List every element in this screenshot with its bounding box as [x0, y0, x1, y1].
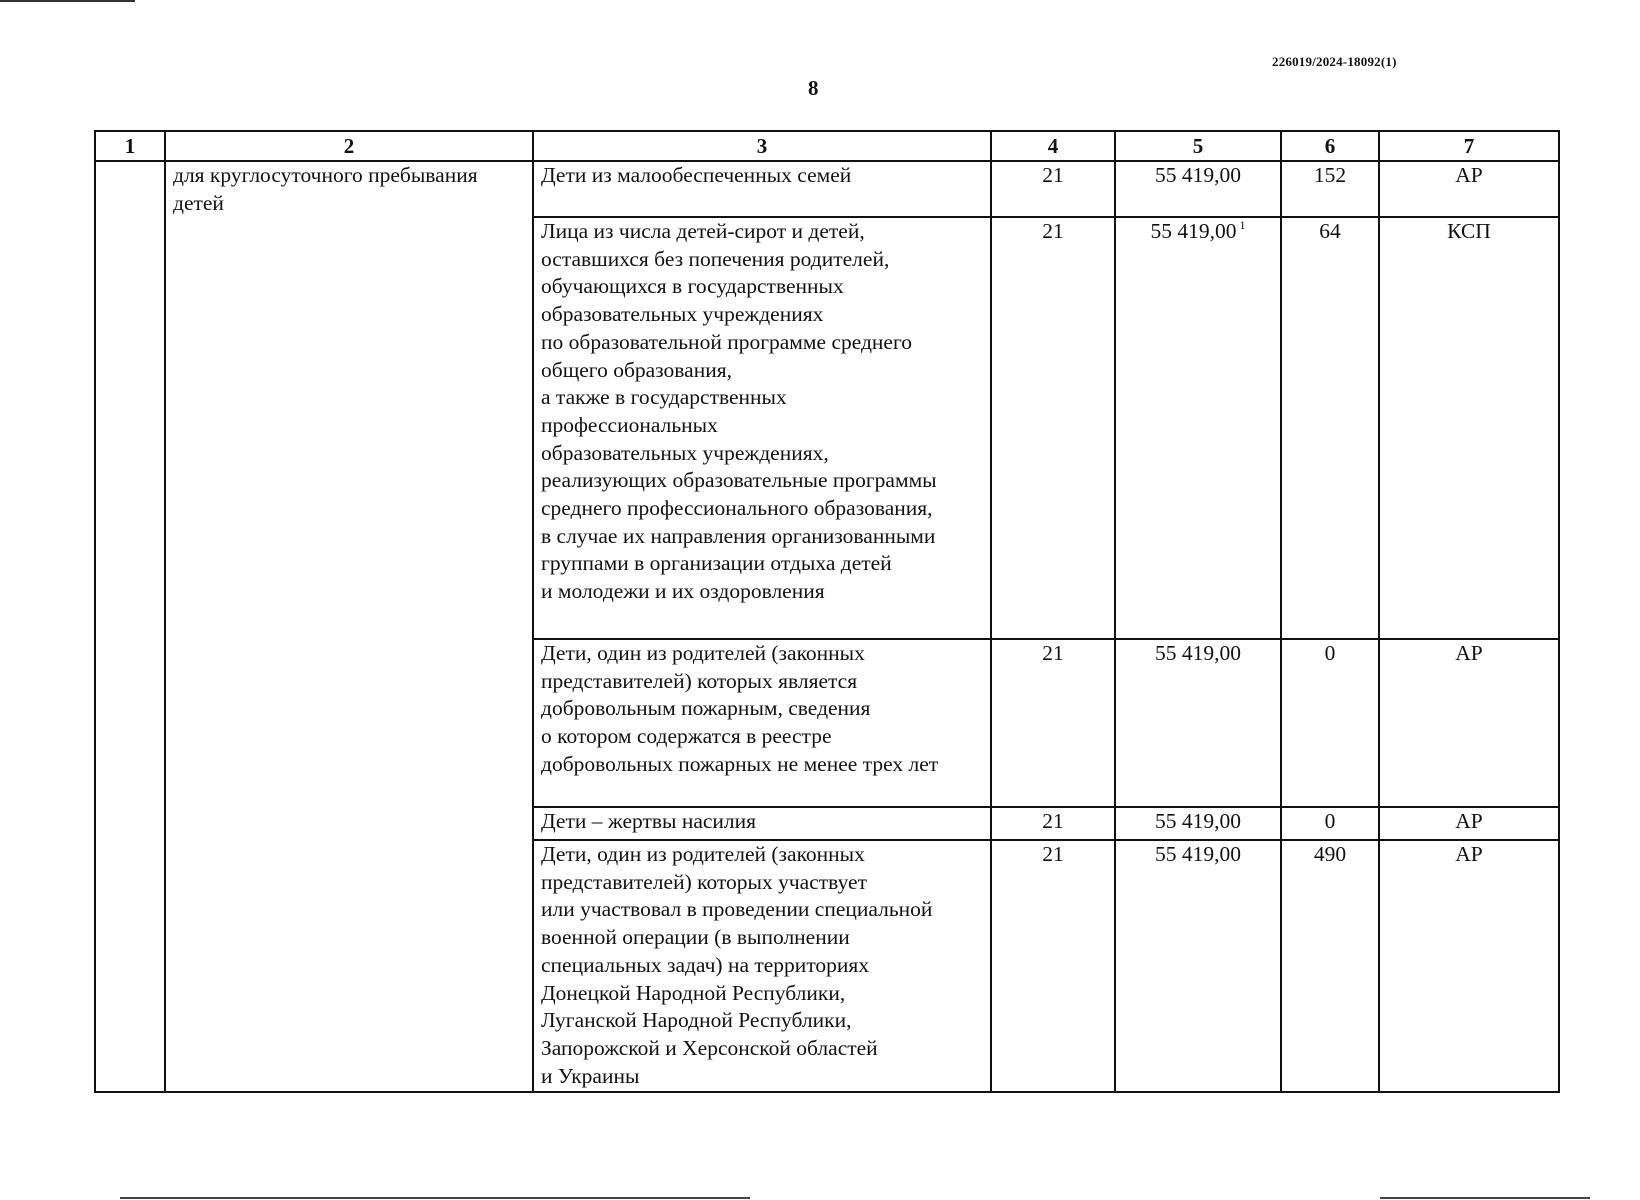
header-col-1: 1	[95, 131, 165, 161]
header-col-6: 6	[1281, 131, 1379, 161]
quantity-cell: 0	[1281, 639, 1379, 807]
page-number: 8	[808, 76, 819, 100]
category-text: Дети, один из родителей (законных представителей) которых участвует или участвовал в проведении специальной военной операции (в выполнении специальных задач) на территориях Донецкой Народной Республики, Луганской Народной Республики, Запорожской и Херсонской областей и Украины	[541, 842, 933, 1088]
scan-edge-mark	[0, 0, 135, 2]
header-row	[95, 131, 1559, 161]
code-cell: АР	[1379, 807, 1559, 840]
table-row	[95, 161, 1559, 217]
cost-value: 55 419,00	[1155, 163, 1241, 187]
document-id: 226019/2024-18092(1)	[1272, 54, 1397, 69]
cost-value: 55 419,00	[1155, 641, 1241, 665]
header-col-4: 4	[991, 131, 1115, 161]
days-cell: 21	[991, 639, 1115, 807]
category-text: Дети, один из родителей (законных представителей) которых является добровольным пожарным, сведения о котором содержатся в реестре добровольных пожарных не менее трех лет	[541, 641, 939, 776]
cost-cell	[1115, 217, 1281, 639]
quantity-cell: 64	[1281, 217, 1379, 639]
category-text: Лица из числа детей-сирот и детей, оставшихся без попечения родителей, обучающихся в государственных образовательных учреждениях по образовательной программе среднего общего образования, а также в государственных профессиональных образовательных учреждениях, реализующих образовательные программы среднего профессионального образования, в случае их направления организованными группами в организации отдыха детей и молодежи и их оздоровления	[541, 219, 937, 604]
days-cell: 21	[991, 840, 1115, 1092]
header-col-7: 7	[1379, 131, 1559, 161]
category-cell: Дети – жертвы насилия	[533, 807, 991, 840]
quantity-cell: 490	[1281, 840, 1379, 1092]
quantity-cell: 152	[1281, 161, 1379, 217]
category-cell	[533, 639, 991, 807]
cost-cell	[1115, 840, 1281, 1092]
header-col-5: 5	[1115, 131, 1281, 161]
category-cell: Дети из малообеспеченных семей	[533, 161, 991, 217]
category-cell	[533, 217, 991, 639]
header-col-3: 3	[533, 131, 991, 161]
cost-value: 55 419,00	[1155, 809, 1241, 833]
days-cell: 21	[991, 161, 1115, 217]
footnote-marker: 1	[1239, 218, 1246, 232]
cost-cell	[1115, 807, 1281, 840]
header-col-2: 2	[165, 131, 533, 161]
row-number-cell	[95, 161, 165, 1092]
group-label: для круглосуточного пребывания детей	[165, 161, 533, 1092]
cost-value: 55 419,00	[1155, 842, 1241, 866]
code-cell: АР	[1379, 840, 1559, 1092]
category-cell	[533, 840, 991, 1092]
scan-edge-mark	[1380, 1197, 1590, 1199]
days-cell: 21	[991, 217, 1115, 639]
cost-value: 55 419,00	[1150, 219, 1237, 243]
code-cell: КСП	[1379, 217, 1559, 639]
cost-cell	[1115, 639, 1281, 807]
code-cell: АР	[1379, 161, 1559, 217]
days-cell: 21	[991, 807, 1115, 840]
code-cell: АР	[1379, 639, 1559, 807]
scan-edge-mark	[120, 1197, 750, 1199]
allocation-table	[94, 130, 1560, 1093]
cost-cell	[1115, 161, 1281, 217]
quantity-cell: 0	[1281, 807, 1379, 840]
